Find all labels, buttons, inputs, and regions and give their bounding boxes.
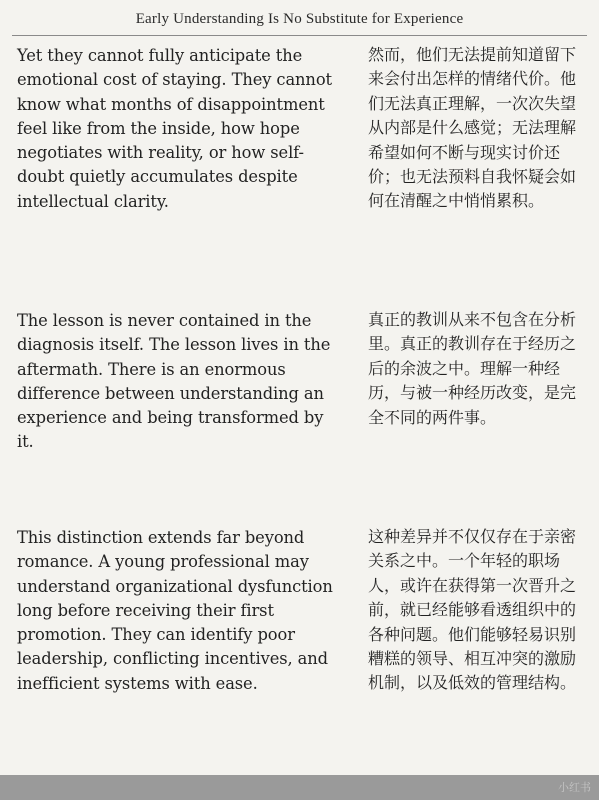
watermark-logo: 小红书	[558, 781, 591, 794]
footer-bar	[0, 775, 599, 800]
chinese-paragraph: 这种差异并不仅仅存在于亲密关系之中。一个年轻的职场人，或许在获得第一次晋升之前，就已经能够看透组织中的各种问题。他们能够轻易识别糟糕的领导、相互冲突的激励机制，以及低效的管理结构。	[368, 527, 577, 693]
page-title: Early Understanding Is No Substitute for Experience	[135, 11, 464, 27]
chinese-paragraph: 然而，他们无法提前知道留下来会付出怎样的情绪代价。他们无法真正理解，一次次失望从内部是什么感觉；无法理解希望如何不断与现实讨价还价；也无法预料自我怀疑会如何在清醒之中悄悄累积。	[368, 45, 577, 211]
english-paragraph: This distinction extends far beyond romance. A young professional may understand organizational dysfunction long before receiving their first promotion. They can identify poor leadership, conflicting incentives, and inefficient systems with ease.	[17, 528, 333, 693]
page-header	[0, 0, 599, 36]
header-divider	[12, 35, 587, 36]
english-paragraph: The lesson is never contained in the diagnosis itself. The lesson lives in the aftermath. There is an enormous difference between understanding an experience and being transformed by it.	[17, 311, 331, 452]
english-paragraph: Yet they cannot fully anticipate the emotional cost of staying. They cannot know what months of disappointment feel like from the inside, how hope negotiates with reality, or how self-doubt quietly accumulates despite intellectual clarity.	[17, 46, 332, 211]
chinese-paragraph: 真正的教训从来不包含在分析里。真正的教训存在于经历之后的余波之中。理解一种经历，与被一种经历改变，是完全不同的两件事。	[368, 310, 577, 427]
